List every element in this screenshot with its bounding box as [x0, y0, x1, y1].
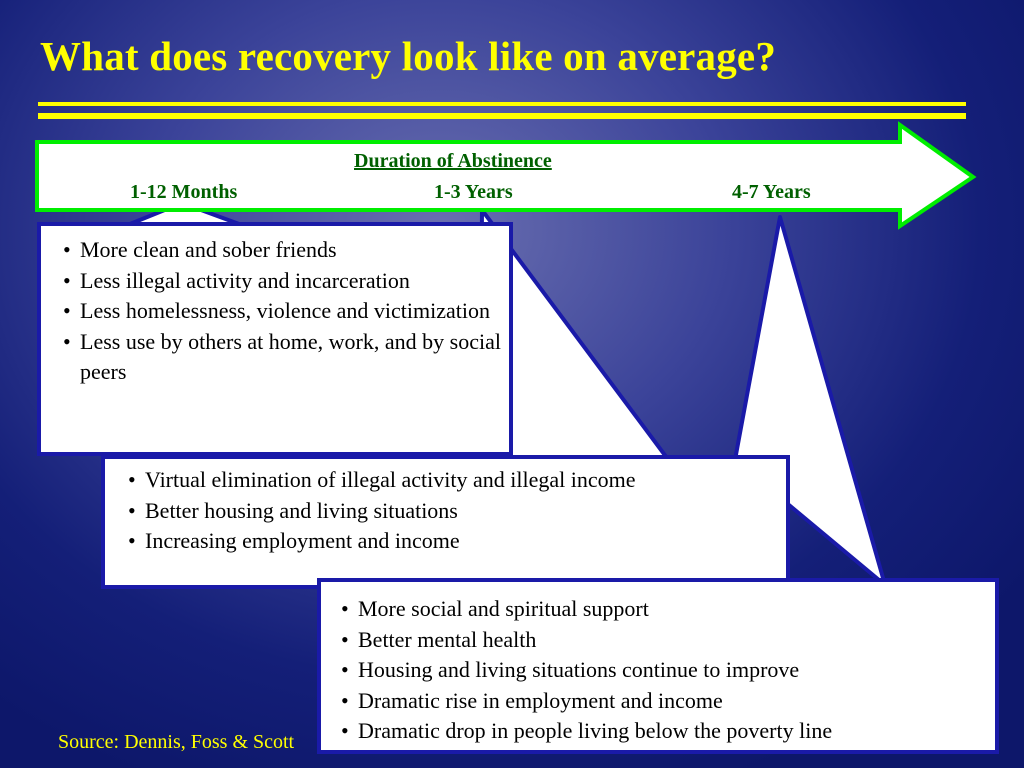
callout-box-4-7-years: [317, 578, 999, 754]
period-label-1-12-months: 1-12 Months: [130, 181, 238, 203]
list-item: • Less illegal activity and incarceration: [55, 266, 503, 297]
list-item: • Less use by others at home, work, and by social peers: [55, 327, 503, 388]
list-item: • Better housing and living situations: [120, 496, 780, 527]
list-item: • Dramatic rise in employment and income: [333, 686, 989, 717]
slide-title: What does recovery look like on average?: [40, 33, 777, 79]
list-item: • Better mental health: [333, 625, 989, 656]
duration-arrow: [37, 125, 973, 226]
list-item: • Less homelessness, violence and victimization: [55, 296, 503, 327]
source-citation: Source: Dennis, Foss & Scott: [58, 731, 295, 753]
list-item: • Virtual elimination of illegal activity and illegal income: [120, 465, 780, 496]
list-item: • Increasing employment and income: [120, 526, 780, 557]
period-label-1-3-years: 1-3 Years: [434, 181, 513, 203]
callout-box-1-12-months: [37, 222, 513, 456]
callout-box-1-3-years: [101, 455, 790, 589]
list-item: • Dramatic drop in people living below the poverty line: [333, 716, 989, 747]
period-label-4-7-years: 4-7 Years: [732, 181, 811, 203]
list-item: • More clean and sober friends: [55, 235, 503, 266]
list-item: • Housing and living situations continue to improve: [333, 655, 989, 686]
duration-heading: Duration of Abstinence: [354, 150, 552, 172]
list-item: • More social and spiritual support: [333, 594, 989, 625]
